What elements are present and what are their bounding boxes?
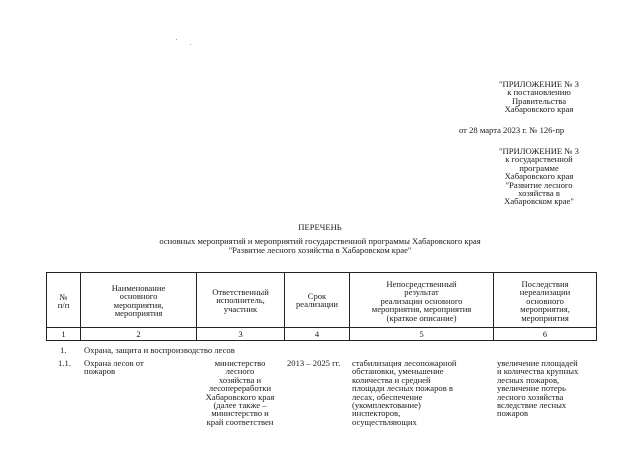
cell-line: обстановки, уменьшение bbox=[352, 366, 444, 377]
header-line: п/п bbox=[57, 300, 70, 311]
header-line: Последствия bbox=[521, 279, 569, 289]
appendix-program-block bbox=[480, 147, 598, 206]
header-line: реализации bbox=[296, 299, 338, 310]
header-line: (краткое описание) bbox=[386, 312, 457, 323]
cell-line: увеличение площадей bbox=[497, 358, 578, 368]
cell-line: пожаров bbox=[497, 408, 529, 419]
cell-line: площади лесных пожаров в bbox=[352, 383, 453, 394]
header-line: Непосредственный bbox=[386, 279, 457, 289]
row-responsible bbox=[196, 359, 284, 426]
appendix-program-line: Хабаровского края bbox=[504, 171, 574, 182]
title-line: "Развитие лесного хозяйства в Хабаровском крае" bbox=[228, 244, 412, 255]
cell-line: лесных пожаров, bbox=[497, 374, 560, 385]
document-title bbox=[100, 223, 540, 254]
column-number: 6 bbox=[542, 329, 548, 339]
cell-line: осуществляющих bbox=[352, 416, 417, 427]
appendix-program-line: "Развитие лесного bbox=[505, 179, 573, 190]
cell-line: край соответствен bbox=[206, 416, 274, 427]
header-line: исполнитель, bbox=[216, 295, 265, 306]
table-rule bbox=[46, 327, 597, 328]
section-title: Охрана, защита и воспроизводство лесов bbox=[84, 345, 235, 355]
cell-line: (укомплектование) bbox=[352, 400, 421, 411]
cell-line: инспекторов, bbox=[352, 408, 401, 419]
cell-line: (далее также – bbox=[213, 400, 267, 411]
table-rule bbox=[596, 272, 597, 341]
cell-line: и количества крупных bbox=[497, 366, 579, 377]
cell-line: Хабаровского края bbox=[205, 391, 275, 402]
appendix-program-line: "ПРИЛОЖЕНИЕ № 3 bbox=[499, 146, 579, 156]
cell-line: стабилизация лесопожарной bbox=[352, 358, 457, 368]
row-name bbox=[84, 359, 144, 376]
cell-line: лесопереработки bbox=[208, 383, 272, 394]
header-line: мероприятия, мероприятия bbox=[371, 304, 472, 315]
header-cell-responsible bbox=[197, 288, 284, 313]
header-cell-consequences bbox=[494, 280, 596, 322]
row-period: 2013 – 2025 гг. bbox=[287, 358, 341, 368]
column-number: 2 bbox=[136, 329, 141, 339]
appendix-program-line: к государственной bbox=[505, 154, 573, 165]
header-line: результат bbox=[404, 287, 439, 298]
table-rule bbox=[46, 340, 597, 341]
appendix-resolution-line: "ПРИЛОЖЕНИЕ № 3 bbox=[499, 79, 579, 89]
cell-line: министерство и bbox=[211, 408, 269, 419]
scan-speck bbox=[176, 39, 177, 40]
appendix-program-line: хозяйства в bbox=[518, 188, 560, 199]
scan-speck bbox=[190, 44, 191, 45]
appendix-program-line: Хабаровском крае" bbox=[504, 196, 574, 207]
header-line: основного bbox=[119, 291, 158, 302]
header-cell-number bbox=[47, 293, 80, 310]
row-number: 1.1. bbox=[58, 358, 71, 368]
header-cell-result bbox=[350, 280, 493, 322]
header-cell-name bbox=[81, 284, 196, 318]
row-consequences bbox=[497, 359, 578, 418]
appendix-resolution-line: Хабаровского края bbox=[504, 104, 574, 115]
header-line: Срок bbox=[307, 291, 327, 301]
title-heading: ПЕРЕЧЕНЬ bbox=[298, 222, 342, 232]
column-number: 3 bbox=[238, 329, 243, 339]
appendix-resolution-line: к постановлению bbox=[507, 87, 571, 98]
cell-line: вследствие лесных bbox=[497, 400, 567, 411]
header-line: мероприятия bbox=[521, 312, 569, 323]
header-line: Ответственный bbox=[212, 287, 269, 297]
title-line: основных мероприятий и мероприятий государственной программы Хабаровского края bbox=[159, 236, 481, 247]
column-number: 4 bbox=[314, 329, 320, 339]
header-line: основного bbox=[526, 295, 564, 306]
cell-line: лесного bbox=[225, 366, 255, 377]
cell-line: Охрана лесов от bbox=[84, 358, 144, 368]
header-line: мероприятия bbox=[114, 308, 163, 319]
appendix-program-line: программе bbox=[519, 162, 559, 173]
section-number: 1. bbox=[60, 345, 67, 355]
cell-line: хозяйства и bbox=[218, 374, 262, 385]
header-cell-period bbox=[285, 292, 349, 309]
cell-line: количества и средней bbox=[352, 374, 431, 385]
cell-line: увеличение потерь bbox=[497, 383, 566, 394]
header-line: мероприятия, bbox=[520, 304, 570, 315]
row-result bbox=[352, 359, 457, 426]
column-number: 1 bbox=[61, 329, 66, 339]
appendix-resolution-block bbox=[480, 80, 598, 114]
header-line: мероприятия, bbox=[113, 299, 164, 310]
header-line: участник bbox=[223, 303, 258, 314]
appendix-resolution-line: Правительства bbox=[511, 95, 567, 106]
header-line: нереализации bbox=[519, 287, 571, 298]
cell-line: министерство bbox=[214, 358, 266, 368]
header-line: реализации основного bbox=[380, 295, 463, 306]
resolution-date: от 28 марта 2023 г. № 126-пр bbox=[459, 125, 565, 135]
cell-line: пожаров bbox=[84, 366, 116, 377]
table-rule bbox=[46, 272, 597, 273]
cell-line: лесах, обеспечение bbox=[352, 391, 423, 402]
header-line: № bbox=[59, 292, 68, 302]
cell-line: лесного хозяйства bbox=[497, 391, 564, 402]
header-line: Наименование bbox=[111, 283, 166, 293]
column-number: 5 bbox=[419, 329, 424, 339]
